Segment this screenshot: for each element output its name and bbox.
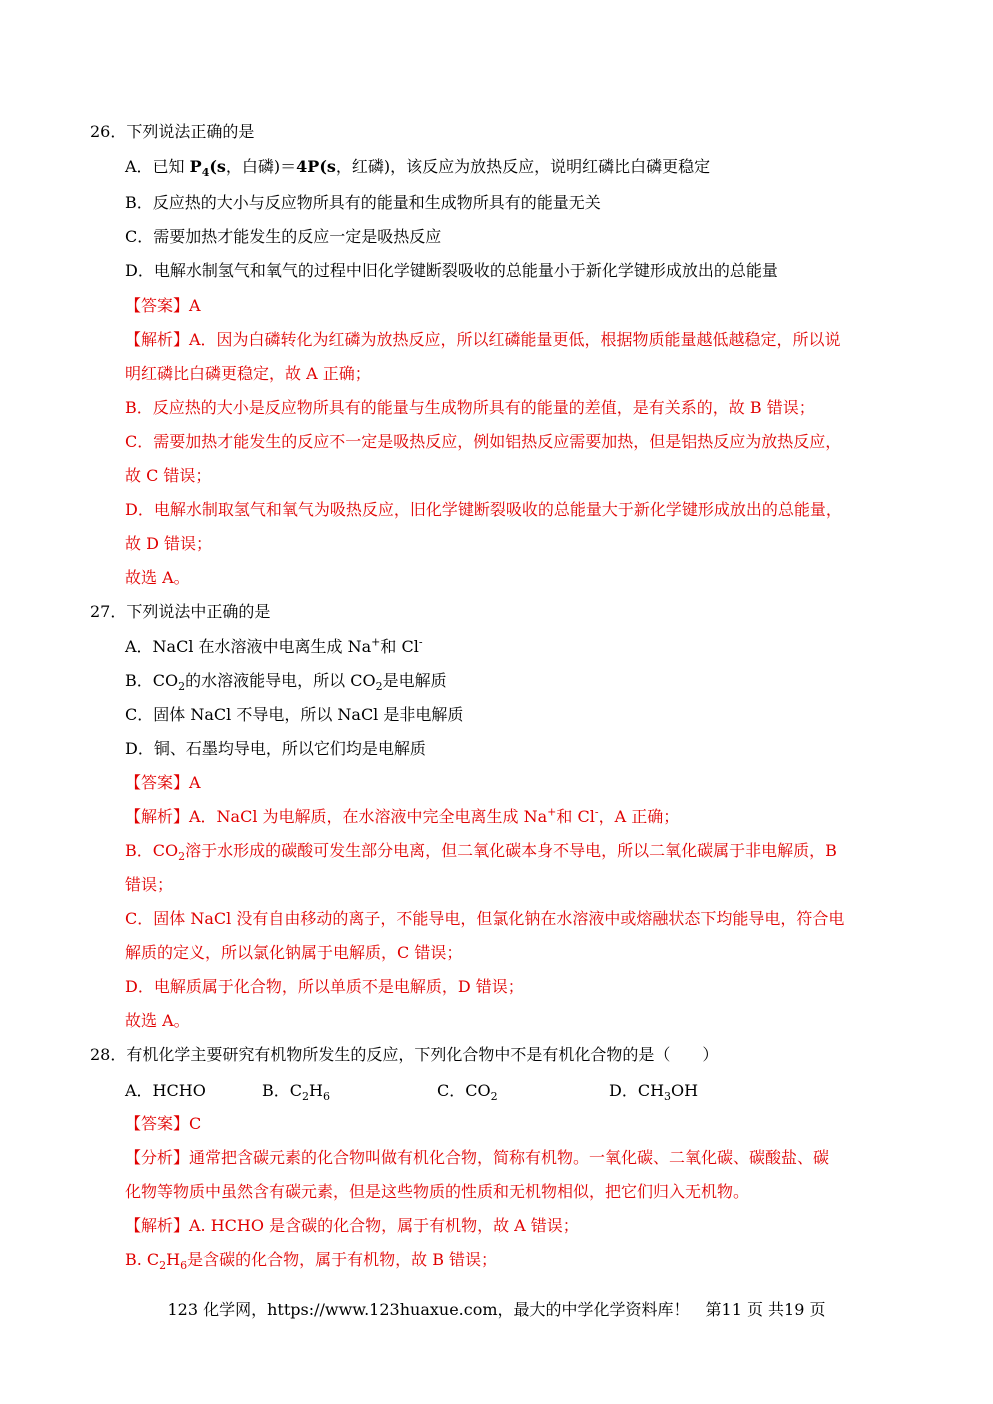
q28-answer: 【答案】C: [125, 1114, 202, 1133]
q27-analysis-line: 【解析】A．NaCl 为电解质，在水溶液中完全电离生成 Na+和 Cl-，A 正确；: [125, 805, 680, 826]
q26-analysis-line: B．反应热的大小是反应物所具有的能量与生成物所具有的能量的差值，是有关系的，故 B 错误；: [125, 398, 815, 417]
q27-analysis-line: D．电解质属于化合物，所以单质不是电解质，D 错误；: [125, 977, 524, 996]
q26-analysis-line: 故 D 错误；: [125, 534, 213, 553]
q26-option-c: C．需要加热才能发生的反应一定是吸热反应: [125, 227, 442, 246]
q26-analysis-line: C．需要加热才能发生的反应不一定是吸热反应，例如铝热反应需要加热，但是铝热反应为放热反应，: [125, 432, 842, 451]
q27-analysis-line: C．固体 NaCl 没有自由移动的离子，不能导电，但氯化钠在水溶液中或熔融状态下均能导电，符合电: [125, 909, 845, 928]
question-number: 26．: [90, 122, 127, 141]
q27-answer: 【答案】A: [125, 773, 201, 792]
q26-conclusion: 故选 A。: [125, 568, 190, 587]
q28-option-c: C．$CO_2$: [437, 1081, 498, 1104]
q28-analysis-line: 【解析】A. HCHO 是含碳的化合物，属于有机物，故 A 错误；: [125, 1216, 579, 1235]
q28-option-b: B．$C_2H_6$: [262, 1081, 330, 1104]
q26-stem: 26．下列说法正确的是: [90, 122, 255, 141]
q28-analysis-line: B. $C_2H_6$是含碳的化合物，属于有机物，故 B 错误；: [125, 1250, 498, 1273]
page-footer: 123 化学网，https://www.123huaxue.com，最大的中学化学资料库！ 第11 页 共19 页: [167, 1300, 826, 1319]
q27-stem: 27．下列说法中正确的是: [90, 602, 271, 621]
q26-analysis-line: 明红磷比白磷更稳定，故 A 正确；: [125, 364, 371, 383]
q28-fenxi-line: 【分析】通常把含碳元素的化合物叫做有机化合物，简称有机物。一氧化碳、二氧化碳、碳酸盐、碳: [125, 1148, 830, 1167]
q27-option-c: C．固体 NaCl 不导电，所以 NaCl 是非电解质: [125, 705, 464, 724]
q27-option-a: A．NaCl 在水溶液中电离生成 Na+和 Cl-: [125, 635, 423, 656]
q26-analysis-line: D．电解水制取氢气和氧气为吸热反应，旧化学键断裂吸收的总能量大于新化学键形成放出的总能量，: [125, 500, 842, 519]
q26-analysis-line: 故 C 错误；: [125, 466, 212, 485]
question-number: 28．: [90, 1045, 127, 1064]
q27-option-d: D．铜、石墨均导电，所以它们均是电解质: [125, 739, 426, 758]
q26-option-a: A．已知 $P_4(s$，白磷)＝4P(s，红磷)，该反应为放热反应，说明红磷比白磷更稳定: [125, 157, 711, 180]
q27-option-b: B．$CO_2$的水溶液能导电，所以 $CO_2$是电解质: [125, 671, 447, 694]
q28-fenxi-line: 化物等物质中虽然含有碳元素，但是这些物质的性质和无机物相似，把它们归入无机物。: [125, 1182, 750, 1201]
q27-analysis-line: 解质的定义，所以氯化钠属于电解质，C 错误；: [125, 943, 463, 962]
q28-option-d: D．$CH_3OH$: [609, 1081, 699, 1104]
question-number: 27．: [90, 602, 127, 621]
q27-conclusion: 故选 A。: [125, 1011, 190, 1030]
q26-analysis-line: 【解析】A．因为白磷转化为红磷为放热反应，所以红磷能量更低，根据物质能量越低越稳定，所以说: [125, 330, 841, 349]
q28-option-a: A．HCHO: [125, 1081, 206, 1100]
q28-stem: 28．有机化学主要研究有机物所发生的反应，下列化合物中不是有机化合物的是（ ）: [90, 1045, 719, 1064]
q27-analysis-line: 错误；: [125, 875, 174, 894]
q27-analysis-line: B．$CO_2$溶于水形成的碳酸可发生部分电离，但二氧化碳本身不导电，所以二氧化碳属于非电解质，B: [125, 841, 837, 864]
q26-option-d: D．电解水制氢气和氧气的过程中旧化学键断裂吸收的总能量小于新化学键形成放出的总能量: [125, 261, 778, 280]
q26-option-b: B．反应热的大小与反应物所具有的能量和生成物所具有的能量无关: [125, 193, 601, 212]
q26-answer: 【答案】A: [125, 296, 201, 315]
